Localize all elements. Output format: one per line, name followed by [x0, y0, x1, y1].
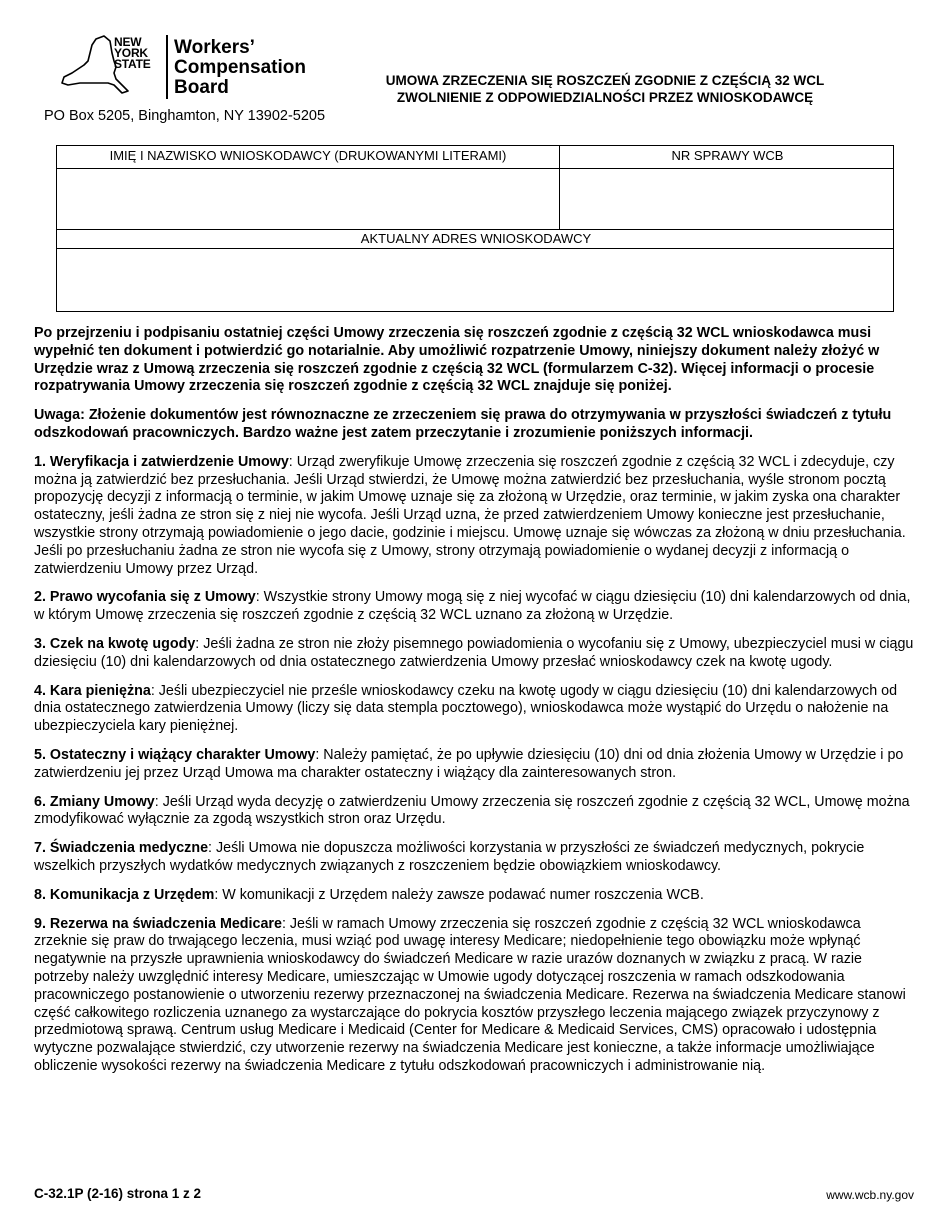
logo-divider: [166, 35, 168, 99]
section-text: : Wszystkie strony Umowy mogą się z niej wycofać w ciągu dziesięciu (10) dni kalendarzowych od dnia, w którym Umowę zrzeczenia się roszczeń zgodnie z częścią 32 WCL uznano za złożoną w Urzędzie.: [34, 589, 911, 624]
form-divider: [559, 146, 560, 230]
section-title: 9. Rezerwa na świadczenia Medicare: [34, 915, 282, 932]
section-8: [34, 887, 914, 905]
case-number-field[interactable]: [564, 172, 890, 226]
section-text: : Jeśli Umowa nie dopuszcza możliwości korzystania w przyszłości ze świadczeń medycznych, pokrycie wszelkich przyszłych wydatków medycznych związanych z roszczeniem będzie obowiązkiem wnioskodawcy.: [34, 840, 865, 874]
section-1: [34, 454, 914, 579]
new-york-state-map-icon: [58, 33, 168, 99]
section-text: : Jeśli ubezpieczyciel nie prześle wnioskodawcy czeku na kwotę ugody w ciągu dziesięciu (10) dni kalendarzowych od dnia ostatecznego zatwierdzenia Umowy (liczy się data stempla pocztowego), wnioskodawca może wystąpić do Urzędu o nałożenie na ubezpieczyciela kary pieniężnej.: [34, 682, 898, 735]
section-title: 4. Kara pieniężna: [34, 682, 151, 699]
section-3: [34, 636, 914, 672]
section-6: [34, 794, 914, 830]
section-5: [34, 747, 914, 783]
section-text: : Urząd zweryfikuje Umowę zrzeczenia się roszczeń zgodnie z częścią 32 WCL i zdecyduje, czy można ją zatwierdzić bez przesłuchania. Jeśli Urząd stwierdzi, że Umowę można zatwierdzić bez przesłuchania, wyśle stronom pocztą propozycję decyzji z informacją o terminie, w jakim Umowę uznaje się za złożoną w Urzędzie, oraz terminie, w jakim zyska ona charakter ostateczny, jeśli żadna ze stron się z niej nie wycofa. Jeśli Urząd uzna, że przed zatwierdzeniem Umowy konieczne jest przesłuchanie, wszystkie strony otrzymają powiadomienie o jego dacie, godzinie i miejscu. Umowę uznaje się wówczas za złożoną w dniu przesłuchania. Jeśli po przesłuchaniu żadna ze stron nie wycofa się z Umowy, strony otrzymają powiadomienie o wydanej decyzji z informacją o zatwierdzeniu Umowy przez Urząd.: [34, 453, 906, 577]
claimant-address-label: AKTUALNY ADRES WNIOSKODAWCY: [360, 231, 592, 246]
claimant-address-field[interactable]: [61, 252, 889, 308]
document-body: [34, 325, 914, 1087]
form-divider: [57, 248, 893, 249]
section-text: : Jeśli Urząd wyda decyzję o zatwierdzeniu Umowy zrzeczenia się roszczeń zgodnie z częścią 32 WCL, Umowę można zmodyfikować wyłącznie za zgodą wszystkich stron oraz Urzędu.: [34, 793, 910, 828]
case-number-label: NR SPRAWY WCB: [671, 148, 784, 163]
logo-org-name: Workers’ Compensation Board: [174, 37, 306, 98]
logo-state-text: NEW YORK STATE: [114, 35, 151, 71]
claimant-name-label: IMIĘ I NAZWISKO WNIOSKODAWCY (DRUKOWANYMI LITERAMI): [109, 148, 507, 163]
section-7: [34, 840, 914, 876]
claimant-info-form: [56, 145, 894, 312]
form-divider: [57, 168, 893, 169]
intro-paragraph: Po przejrzeniu i podpisaniu ostatniej części Umowy zrzeczenia się roszczeń zgodnie z częścią 32 WCL wnioskodawca musi wypełnić ten dokument i potwierdzić go notarialnie. Aby umożliwić rozpatrzenie Umowy, niniejszy dokument należy złożyć w Urzędzie wraz z Umową zrzeczenia się roszczeń zgodnie z częścią 32 WCL (formularzem C-32). Więcej informacji o procesie rozpatrywania Umowy zrzeczenia się roszczeń zgodnie z częścią 32 WCL znajduje się poniżej.: [34, 325, 880, 395]
section-title: 5. Ostateczny i wiążący charakter Umowy: [34, 746, 316, 763]
board-address: PO Box 5205, Binghamton, NY 13902-5205: [44, 108, 326, 124]
document-title: [330, 72, 880, 106]
section-title: 8. Komunikacja z Urzędem: [34, 886, 215, 903]
section-4: [34, 683, 914, 736]
wcb-logo: [58, 33, 308, 103]
section-text: : Jeśli żadna ze stron nie złoży pisemnego powiadomienia o wycofaniu się z Umowy, ubezpieczyciel musi w ciągu dziesięciu (10) dni kalendarzowych od dnia ostatecznego zatwierdzenia Umowy przesłać wnioskodawcy czek na kwotę ugody.: [34, 635, 914, 670]
section-title: 3. Czek na kwotę ugody: [34, 635, 196, 652]
title-line-2: ZWOLNIENIE Z ODPOWIEDZIALNOŚCI PRZEZ WNIOSKODAWCĘ: [396, 90, 814, 105]
claimant-name-field[interactable]: [61, 172, 555, 226]
section-title: 2. Prawo wycofania się z Umowy: [34, 589, 256, 606]
section-text: : Należy pamiętać, że po upływie dziesięciu (10) dni od dnia złożenia Umowy w Urzędzie i po zatwierdzeniu jej przez Urząd Umowa ma charakter ostateczny i wiążący dla zainteresowanych stron.: [34, 746, 904, 781]
section-9: [34, 916, 914, 1076]
form-divider: [57, 229, 893, 230]
form-identifier: C-32.1P (2-16) strona 1 z 2: [34, 1186, 202, 1201]
section-title: 1. Weryfikacja i zatwierdzenie Umowy: [34, 453, 289, 470]
section-text: : W komunikacji z Urzędem należy zawsze podawać numer roszczenia WCB.: [214, 886, 704, 903]
section-2: [34, 589, 914, 625]
notice-paragraph: Uwaga: Złożenie dokumentów jest równoznaczne ze zrzeczeniem się prawa do otrzymywania w przyszłości świadczeń z tytułu odszkodowań pracowniczych. Bardzo ważne jest zatem przeczytanie i zrozumienie poniższych informacji.: [34, 407, 892, 441]
website-url: www.wcb.ny.gov: [826, 1188, 914, 1202]
section-title: 7. Świadczenia medyczne: [34, 840, 209, 857]
section-title: 6. Zmiany Umowy: [34, 793, 155, 810]
title-line-1: UMOWA ZRZECZENIA SIĘ ROSZCZEŃ ZGODNIE Z CZĘŚCIĄ 32 WCL: [385, 73, 825, 88]
section-text: : Jeśli w ramach Umowy zrzeczenia się roszczeń zgodnie z częścią 32 WCL wnioskodawca zrzeknie się praw do trwającego leczenia, musi wziąć pod uwagę interesy Medicare; niedopełnienie tego obowiązku może wpłynąć negatywnie na przyszłe uprawnienia wnioskodawcy do świadczeń Medicare w razie urazów doznanych w związku z pracą. W razie potrzeby należy uwzględnić interesy Medicare, umieszczając w Umowie ugody dotyczącej roszczenia w ramach odszkodowania pracowniczego postanowienie o utworzeniu rezerwy przeznaczonej na świadczenia Medicare. Rezerwa na świadczenia Medicare stanowi część całkowitego rozliczenia uznanego za wystarczające do pokrycia kosztów przyszłego leczenia mającego związek przyczynowy z przedmiotową sprawą. Centrum usług Medicare i Medicaid (Center for Medicare & Medicaid Services, CMS) opracowało i udostępnia wytyczne pozwalające stwierdzić, czy utworzenie rezerwy na świadczenia Medicare jest konieczne, a także informacje umożliwiające obliczenie wysokości rezerwy na świadczenia Medicare z tytułu odszkodowań pracowniczych i administrowanie nią.: [34, 915, 906, 1074]
